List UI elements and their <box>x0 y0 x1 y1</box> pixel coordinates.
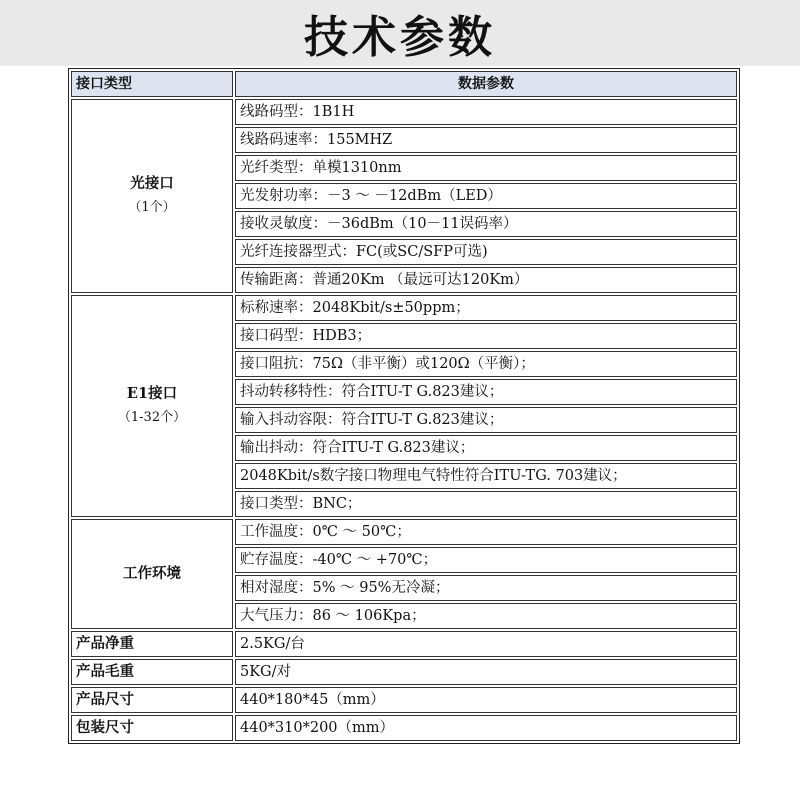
param-cell: 接收灵敏度：－36dBm（10－11误码率） <box>235 211 737 237</box>
group-label-environment <box>71 519 233 629</box>
table-row <box>71 295 737 321</box>
group-subtitle: （1个） <box>128 200 176 215</box>
header-data-params: 数据参数 <box>235 71 737 97</box>
param-cell: 抖动转移特性：符合ITU-T G.823建议； <box>235 379 737 405</box>
table-row <box>71 715 737 741</box>
param-cell: 大气压力：86 ～ 106Kpa； <box>235 603 737 629</box>
group-subtitle: （1-32个） <box>117 410 187 425</box>
page-title: 技术参数 <box>304 12 496 63</box>
param-cell: 标称速率：2048Kbit/s±50ppm； <box>235 295 737 321</box>
package-size-value: 440*310*200（mm） <box>235 715 737 741</box>
param-cell: 2048Kbit/s数字接口物理电气特性符合ITU-TG. 703建议； <box>235 463 737 489</box>
param-cell: 输入抖动容限：符合ITU-T G.823建议； <box>235 407 737 433</box>
net-weight-label: 产品净重 <box>71 631 233 657</box>
param-cell: 光纤类型：单模1310nm <box>235 155 737 181</box>
net-weight-value: 2.5KG/台 <box>235 631 737 657</box>
table-row <box>71 519 737 545</box>
table-header-row <box>71 71 737 97</box>
param-cell: 光纤连接器型式：FC(或SC/SFP可选) <box>235 239 737 265</box>
param-cell: 工作温度：0℃ ～ 50℃； <box>235 519 737 545</box>
param-cell: 相对湿度：5% ～ 95%无冷凝； <box>235 575 737 601</box>
package-size-label: 包装尺寸 <box>71 715 233 741</box>
param-cell: 输出抖动：符合ITU-T G.823建议； <box>235 435 737 461</box>
spec-table <box>68 68 740 744</box>
param-cell: 传输距离：普通20Km （最远可达120Km） <box>235 267 737 293</box>
group-title: 光接口 <box>130 175 174 192</box>
gross-weight-value: 5KG/对 <box>235 659 737 685</box>
group-label-optical <box>71 99 233 293</box>
gross-weight-label: 产品毛重 <box>71 659 233 685</box>
table-row <box>71 687 737 713</box>
table-row <box>71 659 737 685</box>
table-row <box>71 631 737 657</box>
header-interface-type: 接口类型 <box>71 71 233 97</box>
table-row <box>71 99 737 125</box>
param-cell: 接口码型：HDB3； <box>235 323 737 349</box>
product-size-label: 产品尺寸 <box>71 687 233 713</box>
param-cell: 光发射功率：－3 ～ －12dBm（LED） <box>235 183 737 209</box>
param-cell: 线路码型：1B1H <box>235 99 737 125</box>
group-title: 工作环境 <box>123 565 181 582</box>
param-cell: 线路码速率：155MHZ <box>235 127 737 153</box>
param-cell: 贮存温度：-40℃ ～ +70℃； <box>235 547 737 573</box>
param-cell: 接口阻抗：75Ω（非平衡）或120Ω（平衡）； <box>235 351 737 377</box>
product-size-value: 440*180*45（mm） <box>235 687 737 713</box>
group-label-e1 <box>71 295 233 517</box>
title-band <box>0 0 800 66</box>
group-title: E1接口 <box>126 385 178 402</box>
param-cell: 接口类型：BNC； <box>235 491 737 517</box>
